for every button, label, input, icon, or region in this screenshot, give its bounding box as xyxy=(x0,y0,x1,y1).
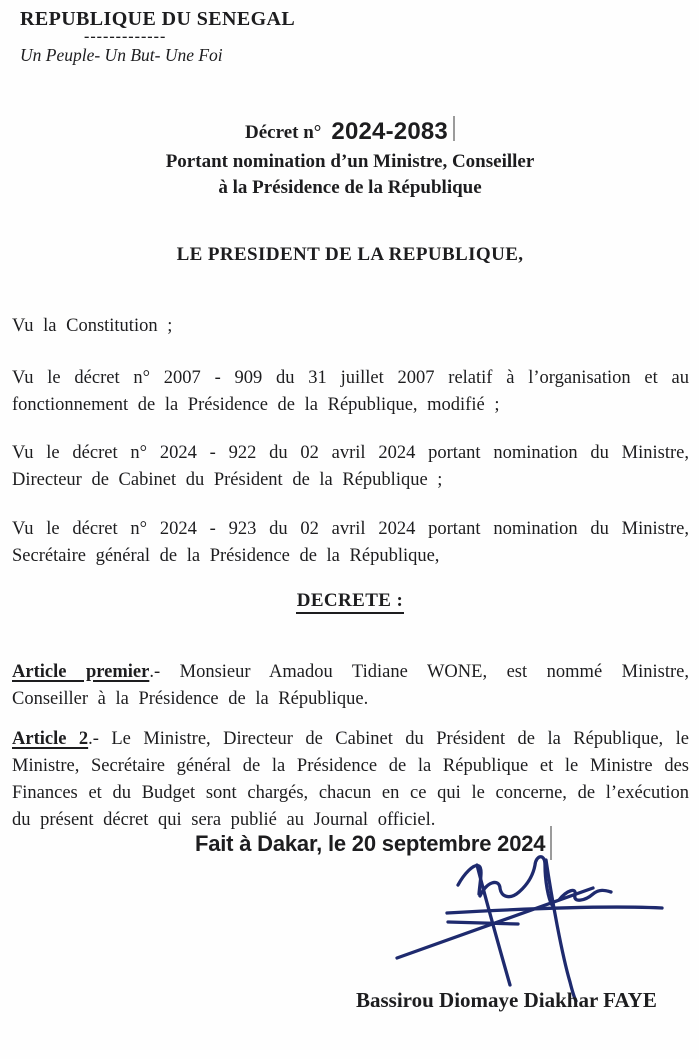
letterhead-country: REPUBLIQUE DU SENEGAL xyxy=(20,8,296,30)
article-premier-text: .- Monsieur Amadou Tidiane WONE, est nommé Ministre, Conseiller à la Présidence de la République. xyxy=(12,661,689,709)
article-2-text: .- Le Ministre, Directeur de Cabinet du Président de la République, le Ministre, Secrétaire général de la Présidence de la République et le Ministre des Finances et du Budget sont chargés, chacun en ce qui le concerne, de l’exécution du présent décret qui sera publié au Journal officiel. xyxy=(12,728,689,830)
letterhead-divider-dashes: ------------- xyxy=(84,28,167,45)
decree-subtitle xyxy=(11,149,689,200)
signatory-name: Bassirou Diomaye Diakhar FAYE xyxy=(356,988,657,1012)
signature xyxy=(330,850,680,1008)
place-date-text: Fait à Dakar, le 20 septembre 2024 xyxy=(195,831,546,856)
article-2-paragraph xyxy=(12,726,689,834)
decree-number: 2024-2083 xyxy=(331,118,448,145)
recital-decree-2024-923: Vu le décret n° 2024 - 923 du 02 avril 2024 portant nomination du Ministre, Secrétaire général de la Présidence de la République, xyxy=(12,518,689,566)
decrete-heading-text: DECRETE : xyxy=(296,590,405,614)
recital-decree-2024-922: Vu le décret n° 2024 - 922 du 02 avril 2024 portant nomination du Ministre, Directeur de Cabinet du Président de la République ; xyxy=(12,442,689,490)
decree-subtitle-line1: Portant nomination d’un Ministre, Conseiller xyxy=(165,151,535,172)
signature-icon xyxy=(330,850,680,1008)
decree-subtitle-line2: à la Présidence de la République xyxy=(218,176,482,198)
recital-decree-2007-909: Vu le décret n° 2007 - 909 du 31 juillet 2007 relatif à l’organisation et au fonctionnement de la Présidence de la République, modifié ; xyxy=(12,367,689,415)
decrete-heading xyxy=(11,590,689,612)
authority-heading: LE PRESIDENT DE LA REPUBLIQUE, xyxy=(176,244,524,265)
recital-constitution: Vu la Constitution ; xyxy=(12,315,173,336)
decree-label: Décret n° xyxy=(245,122,322,143)
article-premier-label: Article premier xyxy=(12,661,150,682)
cursor-artifact-after-number xyxy=(453,116,455,141)
decree-title-line xyxy=(11,116,689,145)
letterhead-motto: Un Peuple- Un But- Une Foi xyxy=(20,45,223,65)
article-premier-paragraph xyxy=(12,659,689,713)
article-2-label: Article 2 xyxy=(12,728,89,749)
